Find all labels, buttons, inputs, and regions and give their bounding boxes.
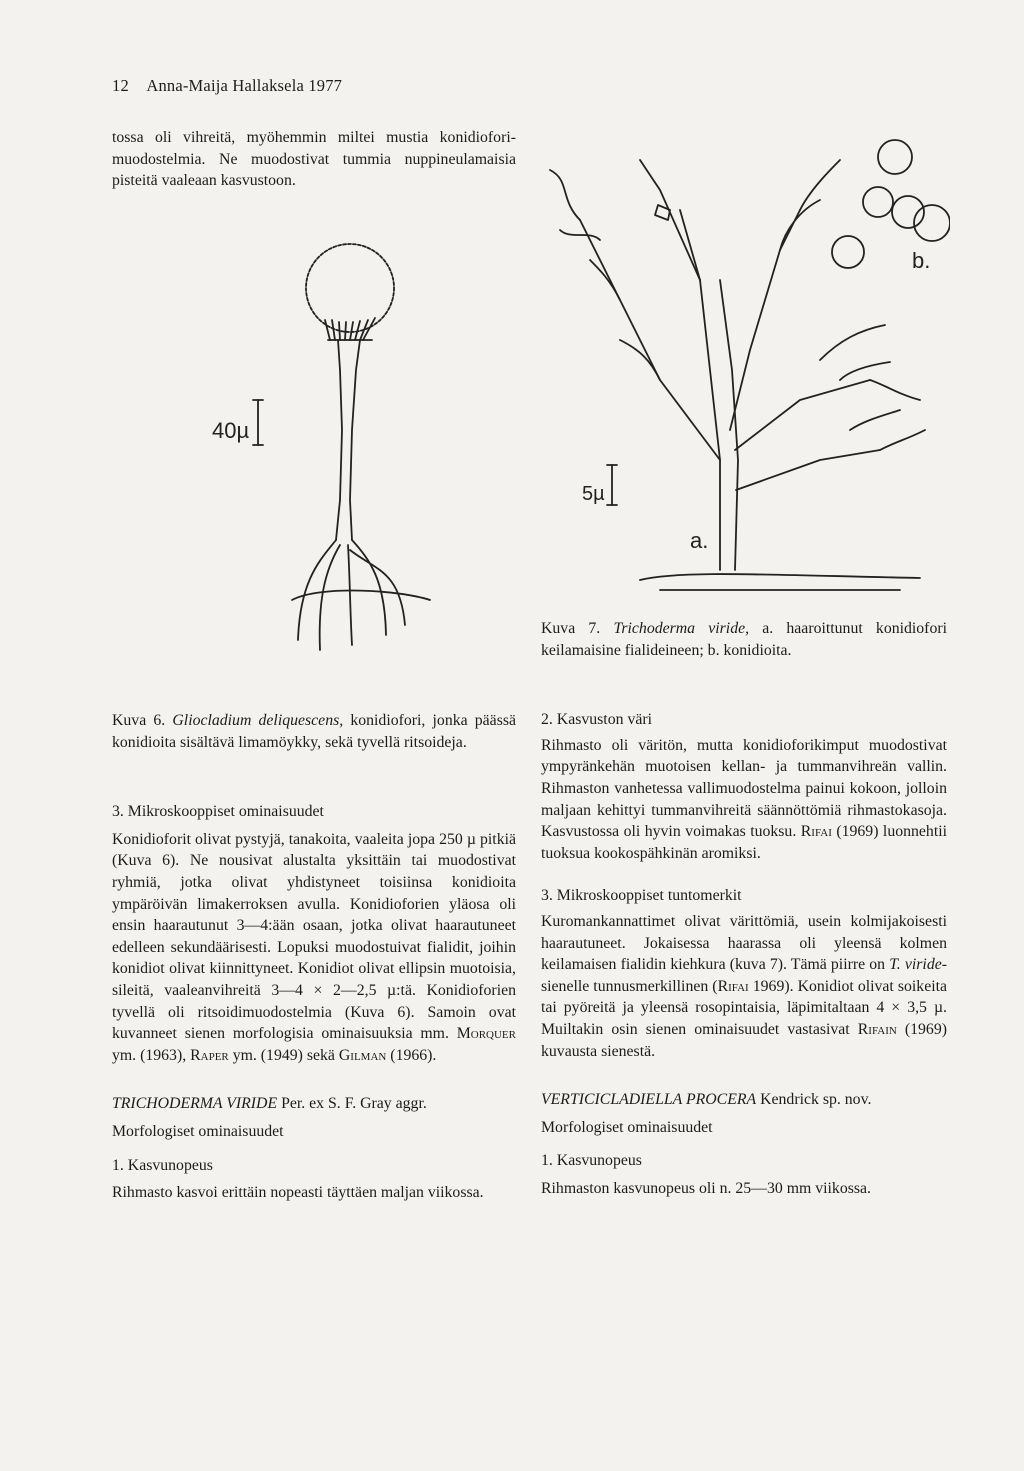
fig7-label-b: b.	[912, 248, 931, 273]
right-column-body	[541, 618, 947, 1199]
growth-text-right: Rihmaston kasvunopeus oli n. 25—30 mm viikossa.	[541, 1179, 871, 1197]
left-intro-paragraph	[112, 127, 516, 192]
verticicladiella-heading: VERTICICLADIELLA PROCERA Kendrick sp. nov.	[541, 1091, 872, 1109]
morphology-heading-left: Morfologiset ominaisuudet	[112, 1122, 284, 1140]
page-number: 12	[112, 76, 129, 95]
section-3-heading-right: 3. Mikroskooppiset tuntomerkit	[541, 887, 742, 905]
running-title: Anna-Maija Hallaksela 1977	[146, 76, 343, 95]
figure-6-caption: Kuva 6. Gliocladium deliquescens, konidiofori, jonka päässä konidioita sisältävä limamöykky, sekä tyvellä ritsoideja.	[112, 712, 517, 751]
section-3-heading: 3. Mikroskooppiset ominaisuudet	[112, 803, 324, 821]
fig7-scale-bar	[607, 465, 617, 505]
growth-heading-right: 1. Kasvunopeus	[541, 1152, 642, 1170]
fig7-scale-label: 5µ	[582, 483, 605, 505]
section-2-paragraph: Rihmasto oli väritön, mutta konidioforikimput muodostivat ympyränkehän muotoisen kellan- ja tummanvihreän vallin. Rihmaston vanhetessa vallimuodostelma painui kokoon, jolloin maljaan kehittyi tummanvihreitä säännöttömiä rihmastokasoja. Kasvustossa oli hyvin voimakas tuoksu. Rifai (1969) luonnehtii tuoksua kookospähkinän aromiksi.	[541, 736, 947, 862]
slime-ball	[306, 244, 394, 332]
morphology-heading-right: Morfologiset ominaisuudet	[541, 1118, 713, 1136]
figure-7-caption: Kuva 7. Trichoderma viride, a. haaroittunut konidiofori keilamaisine fialideineen; b. konidioita.	[541, 620, 947, 659]
left-column-body	[112, 710, 516, 1204]
growth-text-left: Rihmasto kasvoi erittäin nopeasti täyttäen maljan viikossa.	[112, 1184, 484, 1202]
fig6-scale-bar	[253, 400, 263, 445]
section-2-heading: 2. Kasvuston väri	[541, 711, 653, 729]
section-3-paragraph-right: Kuromankannattimet olivat värittömiä, usein kolmijakoisesti haarautuneet. Jokaisessa haarassa oli yleensä kolmen keilamaisen fialidin kiehkura (kuva 7). Tämä piirre on T. viride-sienelle tunnusmerkillinen (Rifai 1969). Konidiot olivat soikeita tai pyöreitä ja yleensä rosopintaisia, läpimitaltaan 4 × 3,5 µ. Muiltakin osin sienen ominaisuudet vastasivat Rifain (1969) kuvausta sienestä.	[541, 912, 947, 1060]
fig6-scale-label: 40µ	[212, 418, 250, 443]
trichoderma-heading: TRICHODERMA VIRIDE Per. ex S. F. Gray aggr.	[112, 1095, 427, 1113]
figure-6-gliocladium-drawing	[200, 240, 510, 660]
conidia-b	[832, 140, 950, 268]
running-header	[112, 76, 342, 96]
growth-heading-left: 1. Kasvunopeus	[112, 1156, 213, 1174]
section-3-paragraph: Konidioforit olivat pystyjä, tanakoita, vaaleita jopa 250 µ pitkiä (Kuva 6). Ne nousivat alustalta yksittäin tai muodostivat ryhmiä, jotka olivat yhdistyneet toisiinsa konidioita ympäröivän limakerroksen avulla. Konidioforien yläosa oli ensin haarautunut 3—4:ään osaan, jotka olivat haarautuneet edelleen sekundäärisesti. Lopuksi muodostuivat fialidit, joihin konidiot olivat kiinnittyneet. Konidiot olivat ellipsin muotoisia, sileitä, vaaleanvihreitä 3—4 × 2—2,5 µ:tä. Konidioforien tyvellä oli ritsoidimuodostelmia (Kuva 6). Samoin ovat kuvanneet sienen morfologisia ominaisuuksia mm. Morquer ym. (1963), Raper ym. (1949) sekä Gilman (1966).	[112, 830, 516, 1064]
rhizoids	[292, 540, 430, 650]
figure-7-trichoderma-drawing	[540, 130, 950, 610]
conidiophore-stalk	[336, 340, 360, 540]
intro-text: tossa oli vihreitä, myöhemmin miltei mustia konidiofori-muodostelmia. Ne muodostivat tummia nuppineulamaisia pisteitä vaaleaan kasvustoon.	[112, 129, 516, 190]
fig7-label-a: a.	[690, 528, 709, 553]
conidiophore-a	[550, 160, 925, 590]
